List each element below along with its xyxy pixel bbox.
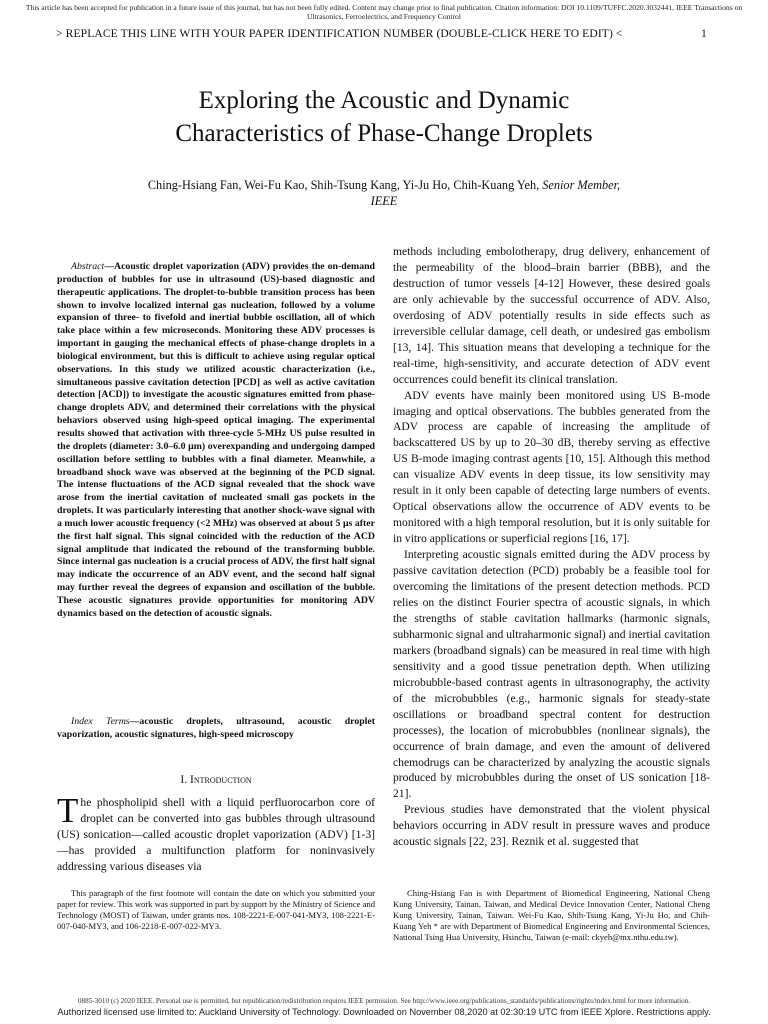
abstract bbox=[57, 261, 375, 621]
body-paragraph: Interpreting acoustic signals emitted during the ADV process by passive cavitation detection (PCD) probably be a feasible tool for overcoming the limitations of the present detection methods. PCD relies on the distinct Fourier spectra of acoustic signals, in which the strengths of stable cavitation hallmarks (harmonic signals, subharmonic signal and ultraharmonic signal) and inertial cavitation markers (broadband signals) can be measured in real time with high sensitivity and a good tissue penetration depth. When utilizing microbubble-based contrast agents in ultrasonography, the activity of the microbubbles (e.g., harmonic signals for steady-state oscillations or broadband spectral content for destruction processes), the location of microbubbles (nonlinear signals), the occurrence of brain damage, and even the amount of delivered chemodrugs can be characterized by analyzing the acoustic signals produced by microbubbles during the onset of US sonication [18-21]. bbox=[393, 548, 710, 801]
body-paragraph: Previous studies have demonstrated that the violent physical behaviors occurring in ADV result in pressure waves and produce acoustic signals [22, 23]. Reznik et al. suggested that bbox=[393, 803, 710, 849]
page-number: 1 bbox=[701, 27, 707, 40]
drop-cap: T bbox=[57, 791, 79, 830]
paper-id-placeholder[interactable]: > REPLACE THIS LINE WITH YOUR PAPER IDENTIFICATION NUMBER (DOUBLE-CLICK HERE TO EDIT) < bbox=[56, 27, 623, 40]
journal-notice: This article has been accepted for publication in a future issue of this journal, but has not been fully edited. Content may change prior to final publication. Citation information: DOI 10.1109/TUFFC.2020.3032441, IEEE Transactions on Ultrasonics, Ferroelectrics, and Frequency Control bbox=[25, 3, 743, 21]
footnote-affiliations: Ching-Hsiang Fan is with Department of Biomedical Engineering, National Cheng Kung University, Tainan, Taiwan, and Medical Device Innovation Center, National Cheng Kung University, Tainan, Taiwan. Wei-Fu Kao, Shih-Tsung Kang, Yi-Ju Ho, and Chih-Kuang Yeh * are with Department of Biomedical Engineering and Environmental Sciences, National Tsing Hua University, Hsinchu, Taiwan (e-mail: ckyeh@mx.nthu.edu.tw). bbox=[393, 888, 710, 942]
abstract-label: Abstract bbox=[71, 261, 105, 272]
copyright-notice: 0885-3010 (c) 2020 IEEE. Personal use is permitted, but republication/redistribution requires IEEE permission. See http://www.ieee.org/publications_standards/publications/rights/index.html for more information. bbox=[77, 997, 691, 1005]
section-heading-introduction bbox=[57, 773, 375, 786]
introduction-text: he phospholipid shell with a liquid perfluorocarbon core of droplet can be converted into gas bubbles through ultrasound (US) sonication—called acoustic droplet vaporization (ADV) [1-3]—has provided a multifunction platform for noninvasively addressing various diseases via bbox=[57, 796, 375, 873]
index-terms-label: Index Terms bbox=[71, 716, 130, 727]
title-line-2: Characteristics of Phase-Change Droplets bbox=[175, 120, 593, 147]
right-column-body bbox=[393, 244, 710, 850]
introduction-paragraph bbox=[57, 791, 375, 875]
body-paragraph: ADV events have mainly been monitored using US B-mode imaging and optical observations. The bubbles generated from the ADV process are capable of increasing the amplitude of backscattered US by up to 20–30 dB, thereby serving as effective US B-mode imaging contrast agents [10, 15]. Although this method can visualize ADV events in deep tissue, its low sensitivity may result in it only been capable of detecting large numbers of events. Optical observations allow the occurrence of ADV events to be monitored with a high temporal resolution, but it is only suitable for in vitro applications or superficial regions [16, 17]. bbox=[393, 388, 710, 546]
author-membership: Senior Member, bbox=[542, 178, 621, 192]
index-terms bbox=[57, 716, 375, 742]
footnote-funding: This paragraph of the first footnote will contain the date on which you submitted your paper for review. This work was supported in part by support by the Ministry of Science and Technology (MOST) of Taiwan, under grants nos. 108-2221-E-007-041-MY3, 108-2221-E-007-040-MY3, and 106-2218-E-007-022-MY3. bbox=[57, 888, 375, 931]
author-names: Ching-Hsiang Fan, Wei-Fu Kao, Shih-Tsung Kang, Yi-Ju Ho, Chih-Kuang Yeh, bbox=[147, 178, 540, 192]
section-title: Introduction bbox=[190, 773, 252, 786]
author-society: IEEE bbox=[370, 194, 398, 208]
abstract-text: —Acoustic droplet vaporization (ADV) provides the on-demand production of bubbles for use in ultrasound (US)-based diagnostic and therapeutic applications. The droplet-to-bubble transition process has been shown to involve localized internal gas nucleation, followed by a volume expansion of three- to fivefold and inertial bubble oscillation, all of which take place within a few microseconds. Monitoring these ADV processes is important in gauging the mechanical effects of phase-change droplets in a biological environment, but this is difficult to achieve using regular optical observations. In this study we utilized acoustic characterization (i.e., simultaneous passive cavitation detection [PCD] as well as active cavitation detection [ACD]) to investigate the acoustic signatures emitted from phase-change droplets ADV, and determined their correlations with the physical behaviors observed using high-speed optical imaging. The experimental results showed that activation with three-cycle 5-MHz US pulse resulted in the droplets (diameter: 3.0–6.0 μm) overexpanding and undergoing damped oscillation before settling to bubbles with a final diameter. Meanwhile, a broadband shock wave was observed at the beginning of the PCD signal. The intense fluctuations of the ACD signal revealed that the shock wave arose from the inertial cavitation of nucleated small gas pockets in the droplets. It was particularly interesting that another shock-wave signal with a much lower acoustic frequency (<2 MHz) was observed at about 5 μs after the first half signal. This signal coincided with the reduction of the ACD signal amplitude that indicated the rebound of the transforming bubble. Since internal gas nucleation is a crucial process of ADV, the first half signal may indicate the occurrence of an ADV event, and the second half signal may further reveal the degrees of expansion and oscillation of the bubble. These acoustic signatures provide opportunities for monitoring ADV dynamics based on the detection of acoustic signals. bbox=[57, 261, 375, 619]
index-terms-text: —acoustic droplets, ultrasound, acoustic droplet vaporization, acoustic signatures, high-speed microscopy bbox=[57, 716, 375, 740]
author-list bbox=[100, 177, 668, 209]
paper-title bbox=[0, 84, 768, 150]
body-paragraph: methods including embolotherapy, drug delivery, enhancement of the permeability of the blood–brain barrier (BBB), and the destruction of tumor vessels [4-12] However, these desired goals are only achievable by the successful occurrence of ADV. Also, overdosing of ADV potentially results in side effects such as irreversible cellular damage, cell death, or undesired gas embolism [13, 14]. This situation means that developing a technique for the real-time, high-sensitivity, and accurate detection of ADV event occurrences could benefit its clinical translation. bbox=[393, 245, 710, 386]
title-line-1: Exploring the Acoustic and Dynamic bbox=[198, 87, 570, 114]
license-notice: Authorized licensed use limited to: Auckland University of Technology. Downloaded on November 08,2020 at 02:30:19 UTC from IEEE Xplore. Restrictions apply. bbox=[57, 1007, 711, 1017]
section-numeral: I. bbox=[180, 773, 188, 786]
